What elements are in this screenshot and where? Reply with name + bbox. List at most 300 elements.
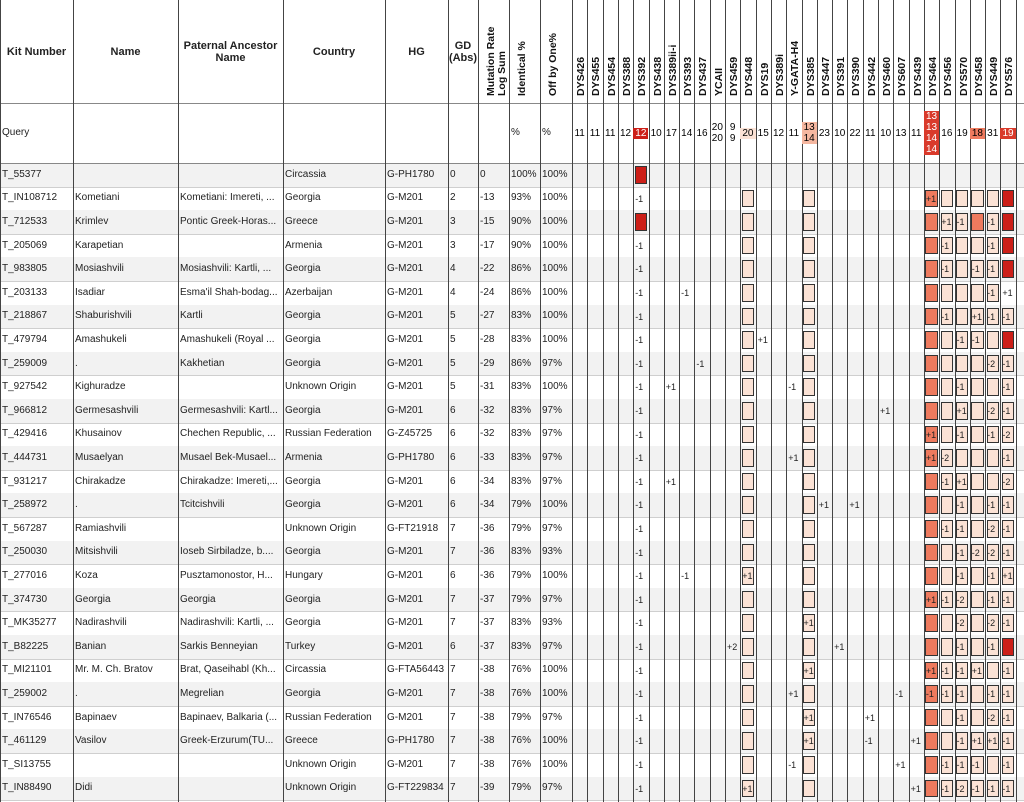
marker-difference: -1 xyxy=(941,240,950,251)
country-cell: Greece xyxy=(285,215,318,227)
marker-difference: +1 xyxy=(971,311,983,322)
gd-cell: 7 xyxy=(450,522,456,534)
kit-number-cell[interactable]: T_258972 xyxy=(2,499,48,511)
mut-cell: -13 xyxy=(480,192,495,204)
ancestor-cell: Tcitcishvili xyxy=(180,499,225,511)
column-divider xyxy=(771,0,772,802)
hg-cell: G-M201 xyxy=(387,239,424,251)
column-divider xyxy=(847,0,848,802)
ancestor-cell xyxy=(178,517,283,541)
marker-difference: -1 xyxy=(956,524,965,534)
off-cell: 100% xyxy=(542,758,568,770)
mut-cell: -36 xyxy=(480,522,495,534)
marker-difference: -2 xyxy=(987,524,996,534)
marker-highlight xyxy=(971,638,983,656)
hg-cell: G-FT229834 xyxy=(387,782,444,794)
country-cell: Azerbaijan xyxy=(285,286,333,298)
kit-number-cell[interactable]: T_983805 xyxy=(2,263,48,275)
marker-highlight xyxy=(742,756,754,774)
header-marker-dys459[interactable]: DYS459 xyxy=(728,56,740,96)
marker-difference: -1 xyxy=(635,571,644,582)
marker-highlight xyxy=(956,449,968,467)
name-cell: Amashukeli xyxy=(75,333,127,345)
header-marker-dys385[interactable]: DYS385 xyxy=(804,56,817,96)
name-cell: Chirakadze xyxy=(75,475,126,487)
hg-cell: G-M201 xyxy=(387,593,424,605)
country-cell: Georgia xyxy=(285,263,321,275)
marker-highlight xyxy=(742,402,754,420)
kit-number-cell[interactable]: T_B82225 xyxy=(2,640,49,652)
country-cell: Georgia xyxy=(285,593,321,605)
marker-highlight xyxy=(956,308,968,326)
marker-highlight xyxy=(971,473,983,491)
marker-difference: -2 xyxy=(987,712,996,723)
marker-highlight xyxy=(925,308,937,326)
mut-cell: -24 xyxy=(480,286,495,298)
ident-cell: 83% xyxy=(511,475,532,487)
column-divider xyxy=(725,0,726,802)
header-kit-number[interactable]: Kit Number xyxy=(6,45,67,58)
marker-highlight xyxy=(971,402,983,420)
header-marker-dys388[interactable]: DYS388 xyxy=(620,56,633,96)
marker-highlight xyxy=(925,567,937,585)
ident-cell: 79% xyxy=(511,711,532,723)
kit-number-cell[interactable]: T_374730 xyxy=(2,593,48,605)
off-cell: 100% xyxy=(542,333,568,345)
country-cell: Circassia xyxy=(285,168,327,180)
gd-cell: 7 xyxy=(450,735,456,747)
marker-highlight xyxy=(941,284,953,302)
mut-cell: 0 xyxy=(480,168,486,180)
marker-highlight xyxy=(742,496,754,514)
country-cell: Georgia xyxy=(285,475,321,487)
marker-highlight xyxy=(803,331,815,349)
header-marker-dys449[interactable]: DYS449 xyxy=(988,56,1001,96)
marker-difference: +1 xyxy=(742,783,753,794)
marker-difference: -1 xyxy=(987,642,996,652)
kit-number-cell[interactable]: T_55377 xyxy=(2,168,42,180)
kit-number-cell[interactable]: T_MK35277 xyxy=(2,617,57,629)
ancestor-cell: Chechen Republic, ... xyxy=(180,428,276,440)
marker-difference: -1 xyxy=(635,382,644,393)
marker-difference: -1 xyxy=(987,311,996,322)
header-marker-dys447[interactable]: DYS447 xyxy=(819,56,832,96)
marker-difference: -2 xyxy=(987,406,996,416)
header-marker-dys389i[interactable]: DYS389i xyxy=(773,53,786,96)
column-divider xyxy=(572,0,573,802)
header-marker-dys464[interactable]: DYS464 xyxy=(926,56,939,96)
country-cell: Greece xyxy=(285,735,318,747)
marker-highlight xyxy=(925,284,937,302)
off-cell: 100% xyxy=(542,263,568,275)
marker-highlight xyxy=(971,709,983,727)
mut-cell: -37 xyxy=(480,617,495,629)
marker-difference: +1 xyxy=(834,642,845,652)
header-country[interactable]: Country xyxy=(312,45,356,58)
marker-highlight xyxy=(956,355,968,373)
marker-highlight xyxy=(803,355,815,373)
off-cell: 97% xyxy=(542,451,563,463)
marker-difference: -1 xyxy=(635,783,644,794)
header-hg[interactable]: HG xyxy=(408,45,425,58)
marker-highlight xyxy=(925,544,937,562)
query-marker-value: 17 xyxy=(665,127,677,139)
query-marker-value: 13 xyxy=(895,127,907,139)
marker-highlight xyxy=(971,591,983,609)
marker-highlight xyxy=(742,190,754,208)
query-marker-value: 11 xyxy=(574,127,585,139)
header-marker-dys393[interactable]: DYS393 xyxy=(682,56,695,96)
off-cell: 100% xyxy=(542,168,568,180)
marker-highlight xyxy=(742,378,754,396)
marker-highlight xyxy=(742,284,754,302)
marker-difference: -1 xyxy=(987,288,996,298)
kit-number-cell[interactable]: T_259002 xyxy=(2,687,48,699)
marker-difference: -1 xyxy=(681,288,690,298)
marker-difference: -1 xyxy=(788,760,797,770)
marker-highlight xyxy=(803,284,815,302)
marker-difference: +1 xyxy=(987,736,998,747)
ident-cell: 83% xyxy=(511,640,532,652)
column-divider xyxy=(633,0,634,802)
header-marker-dys442[interactable]: DYS442 xyxy=(865,56,878,96)
marker-difference: -1 xyxy=(956,712,965,723)
marker-highlight xyxy=(803,544,815,562)
marker-difference: -1 xyxy=(956,500,965,511)
off-cell: 97% xyxy=(542,357,563,369)
marker-difference: -1 xyxy=(635,476,644,487)
name-cell: Georgia xyxy=(75,593,111,605)
marker-difference: -1 xyxy=(635,547,644,558)
header-marker-dys576[interactable]: DYS576 xyxy=(1003,56,1016,96)
query-marker-value: 23 xyxy=(818,127,830,139)
name-cell: Bapinaev xyxy=(75,711,117,723)
marker-highlight xyxy=(803,190,815,208)
column-divider xyxy=(649,0,650,802)
column-divider xyxy=(970,0,971,802)
ancestor-cell xyxy=(178,777,283,801)
mut-cell: -31 xyxy=(480,381,495,393)
kit-number-cell[interactable]: T_218867 xyxy=(2,310,48,322)
kit-number-cell[interactable]: T_966812 xyxy=(2,404,48,416)
off-cell: 97% xyxy=(542,782,563,794)
ancestor-cell: Chirakadze: Imereti,... xyxy=(180,475,278,487)
kit-number-cell[interactable]: T_567287 xyxy=(2,522,48,534)
marker-difference: -1 xyxy=(1002,382,1011,393)
mut-cell: -33 xyxy=(480,451,495,463)
header-marker-dys389ii-i[interactable]: DYS389ii-i xyxy=(666,44,679,96)
kit-number-cell[interactable]: T_IN88490 xyxy=(2,782,52,794)
marker-difference: +1 xyxy=(880,406,891,416)
marker-difference: -1 xyxy=(635,500,644,511)
mut-cell: -34 xyxy=(480,499,495,511)
kit-number-cell[interactable]: T_461129 xyxy=(2,735,47,747)
marker-highlight xyxy=(925,331,937,349)
marker-difference: -1 xyxy=(987,783,996,794)
marker-highlight xyxy=(742,449,754,467)
marker-difference: -1 xyxy=(987,240,996,251)
name-cell: Karapetian xyxy=(75,239,124,251)
header-gd-abs[interactable]: GD (Abs) xyxy=(448,39,478,64)
mut-cell: -15 xyxy=(480,215,495,227)
header-off-by-one[interactable]: Off by One% xyxy=(547,32,559,96)
ident-cell: 93% xyxy=(511,192,532,204)
header-marker-dys454[interactable]: DYS454 xyxy=(605,56,618,96)
kit-number-cell[interactable]: T_205069 xyxy=(2,239,48,251)
country-cell: Unknown Origin xyxy=(285,782,357,794)
marker-highlight xyxy=(956,284,968,302)
ident-cell: 86% xyxy=(511,286,532,298)
query-marker-value: 11 xyxy=(589,127,601,139)
marker-difference: -1 xyxy=(987,217,996,228)
query-marker-value: 16 xyxy=(941,127,953,139)
mut-cell: -36 xyxy=(480,569,495,581)
marker-difference: -1 xyxy=(635,618,644,629)
marker-difference: -1 xyxy=(788,382,797,393)
marker-highlight xyxy=(742,709,754,727)
marker-difference: -1 xyxy=(941,665,950,676)
marker-highlight xyxy=(742,237,754,255)
marker-difference: -1 xyxy=(956,382,965,393)
mut-cell: -34 xyxy=(480,475,495,487)
marker-highlight xyxy=(803,308,815,326)
marker-difference: -1 xyxy=(971,335,980,346)
marker-highlight xyxy=(925,213,937,231)
header-marker-dys460[interactable]: DYS460 xyxy=(881,56,893,96)
kit-number-cell[interactable]: T_203133 xyxy=(2,286,48,298)
ancestor-cell: Kakhetian xyxy=(180,357,225,369)
marker-difference: -2 xyxy=(956,594,965,605)
gd-cell: 7 xyxy=(450,687,456,699)
marker-highlight xyxy=(803,780,815,798)
header-paternal-ancestor[interactable]: Paternal Ancestor Name xyxy=(183,39,278,64)
mut-cell: -22 xyxy=(480,263,495,275)
ident-cell: 76% xyxy=(511,758,532,770)
header-mutation-rate[interactable]: Mutation Rate Log Sum xyxy=(485,26,508,96)
header-marker-dys456[interactable]: DYS456 xyxy=(942,56,955,96)
gd-cell: 0 xyxy=(450,168,456,180)
name-cell: Ramiashvili xyxy=(75,522,127,534)
hg-cell: G-M201 xyxy=(387,286,424,298)
gd-cell: 4 xyxy=(450,263,456,275)
off-cell: 100% xyxy=(542,569,568,581)
off-cell: 97% xyxy=(542,428,563,440)
name-cell: . xyxy=(75,687,78,699)
query-off-by-one: % xyxy=(542,127,551,138)
header-name[interactable]: Name xyxy=(110,45,141,58)
off-cell: 100% xyxy=(542,215,568,227)
header-marker-dys439[interactable]: DYS439 xyxy=(911,56,924,96)
marker-highlight xyxy=(742,732,754,750)
marker-difference: +1 xyxy=(895,760,906,770)
gd-cell: 3 xyxy=(450,239,456,251)
marker-difference: -1 xyxy=(635,594,644,605)
marker-highlight xyxy=(635,166,647,184)
header-marker-dys19[interactable]: DYS19 xyxy=(758,62,771,96)
ancestor-cell: Esma'il Shah-bodag... xyxy=(180,286,278,298)
marker-highlight xyxy=(742,426,754,444)
name-cell: . xyxy=(75,357,78,369)
kit-number-cell[interactable]: T_IN108712 xyxy=(2,192,58,204)
ident-cell: 83% xyxy=(511,617,532,629)
gd-cell: 6 xyxy=(450,404,456,416)
hg-cell: G-PH1780 xyxy=(387,168,435,180)
marker-difference: -1 xyxy=(971,783,980,794)
marker-highlight xyxy=(1002,331,1014,349)
country-cell: Georgia xyxy=(285,499,321,511)
kit-number-cell[interactable]: T_259009 xyxy=(2,357,48,369)
gd-cell: 7 xyxy=(450,664,456,676)
marker-difference: +1 xyxy=(742,571,753,582)
kit-number-cell[interactable]: T_479794 xyxy=(2,333,48,345)
header-marker-dys390[interactable]: DYS390 xyxy=(850,56,863,96)
marker-highlight xyxy=(742,331,754,349)
hg-cell: G-M201 xyxy=(387,617,424,629)
marker-highlight xyxy=(1002,237,1014,255)
marker-difference: -1 xyxy=(941,760,950,770)
kit-number-cell[interactable]: T_712533 xyxy=(2,215,48,227)
marker-difference: -1 xyxy=(635,288,644,298)
marker-difference: -1 xyxy=(987,571,996,582)
header-marker-dys438[interactable]: DYS438 xyxy=(651,56,664,96)
header-marker-dys455[interactable]: DYS455 xyxy=(590,56,603,96)
query-marker-value: 15 xyxy=(757,127,769,139)
query-marker-value: 11 xyxy=(605,127,616,139)
header-marker-dys392[interactable]: DYS392 xyxy=(636,56,649,96)
name-cell: Mosiashvili xyxy=(75,263,124,275)
country-cell: Georgia xyxy=(285,687,321,699)
country-cell: Turkey xyxy=(285,640,316,652)
mut-cell: -38 xyxy=(480,687,495,699)
kit-number-cell[interactable]: T_IN76546 xyxy=(2,711,52,723)
gd-cell: 7 xyxy=(450,711,456,723)
marker-difference: -1 xyxy=(1002,712,1011,723)
marker-highlight xyxy=(925,496,937,514)
marker-highlight xyxy=(956,237,968,255)
marker-highlight xyxy=(803,496,815,514)
marker-difference: +1 xyxy=(803,736,814,747)
marker-difference: -1 xyxy=(987,500,996,511)
gd-cell: 7 xyxy=(450,782,456,794)
country-cell: Georgia xyxy=(285,333,321,345)
marker-difference: -1 xyxy=(635,453,644,464)
marker-highlight xyxy=(1002,260,1014,278)
marker-highlight xyxy=(803,237,815,255)
kit-number-cell[interactable]: T_MI21101 xyxy=(2,664,52,676)
marker-difference: -1 xyxy=(1002,311,1011,322)
ancestor-cell: Ioseb Sirbiladze, b.... xyxy=(180,546,274,558)
marker-highlight xyxy=(971,237,983,255)
header-marker-dys570[interactable]: DYS570 xyxy=(957,56,970,96)
gd-cell: 6 xyxy=(450,451,456,463)
country-cell: Unknown Origin xyxy=(285,522,357,534)
gd-cell: 6 xyxy=(450,640,456,652)
query-marker-value: 14 xyxy=(681,127,693,139)
header-identical[interactable]: Identical % xyxy=(516,41,528,96)
marker-difference: -1 xyxy=(956,665,965,676)
marker-difference: -1 xyxy=(1002,783,1011,794)
name-cell: Nadirashvili xyxy=(75,617,127,629)
marker-difference: -1 xyxy=(987,594,996,605)
marker-difference: +1 xyxy=(803,618,814,629)
marker-difference: -1 xyxy=(895,689,904,700)
ident-cell: 86% xyxy=(511,357,532,369)
header-marker-dys448[interactable]: DYS448 xyxy=(743,56,756,96)
name-cell: Kometiani xyxy=(75,192,120,204)
marker-difference: -1 xyxy=(681,571,690,582)
kit-number-cell[interactable]: T_927542 xyxy=(2,381,48,393)
ident-cell: 83% xyxy=(511,381,532,393)
kit-number-cell[interactable]: T_444731 xyxy=(2,451,48,463)
hg-cell: G-FT21918 xyxy=(387,522,439,534)
query-marker-value: 11 xyxy=(911,127,922,139)
marker-highlight xyxy=(742,662,754,680)
query-marker-value: 19 xyxy=(1000,128,1015,139)
query-marker-value: 12 xyxy=(633,128,648,139)
column-divider xyxy=(710,0,711,802)
name-cell: Koza xyxy=(75,569,98,581)
off-cell: 100% xyxy=(542,286,568,298)
query-marker-value: 11 xyxy=(865,127,876,139)
marker-highlight xyxy=(987,473,999,491)
marker-difference: -2 xyxy=(941,453,950,464)
gd-cell: 5 xyxy=(450,310,456,322)
marker-difference: -1 xyxy=(1002,689,1011,700)
ident-cell: 86% xyxy=(511,263,532,275)
marker-difference: -1 xyxy=(635,335,644,346)
header-marker-dys607[interactable]: DYS607 xyxy=(896,56,909,96)
kit-number-cell[interactable]: T_931217 xyxy=(2,475,48,487)
header-marker-dys458[interactable]: DYS458 xyxy=(972,56,985,96)
marker-highlight xyxy=(941,544,953,562)
kit-number-cell[interactable]: T_429416 xyxy=(2,428,48,440)
name-cell: Musaelyan xyxy=(75,451,124,463)
marker-highlight xyxy=(1002,190,1014,208)
query-marker-value: 10 xyxy=(650,127,662,139)
header-marker-dys426[interactable]: DYS426 xyxy=(575,56,587,96)
header-marker-ycaii[interactable]: YCAII xyxy=(712,67,725,96)
ident-cell: 83% xyxy=(511,546,532,558)
kit-number-cell[interactable]: T_277016 xyxy=(2,569,48,581)
ident-cell: 79% xyxy=(511,782,532,794)
query-marker-value: 13 14 xyxy=(802,122,817,144)
marker-difference: -1 xyxy=(635,358,644,369)
marker-highlight xyxy=(742,638,754,656)
header-marker-y-gata-h4[interactable]: Y-GATA-H4 xyxy=(789,40,802,96)
marker-highlight xyxy=(803,520,815,538)
mut-cell: -38 xyxy=(480,758,495,770)
ancestor-cell: Kometiani: Imereti, ... xyxy=(180,192,275,204)
ancestor-cell: Kartli xyxy=(180,310,203,322)
marker-highlight xyxy=(971,284,983,302)
marker-difference: -1 xyxy=(956,642,965,652)
header-marker-dys391[interactable]: DYS391 xyxy=(835,56,848,96)
kit-number-cell[interactable]: T_SI13755 xyxy=(2,758,51,770)
country-cell: Georgia xyxy=(285,617,321,629)
marker-highlight xyxy=(742,473,754,491)
mut-cell: -29 xyxy=(480,357,495,369)
header-marker-dys437[interactable]: DYS437 xyxy=(697,56,710,96)
marker-highlight xyxy=(925,520,937,538)
marker-difference: -1 xyxy=(971,264,980,275)
kit-number-cell[interactable]: T_250030 xyxy=(2,546,48,558)
marker-difference: -1 xyxy=(956,689,965,700)
column-divider xyxy=(832,0,833,802)
marker-highlight xyxy=(925,780,937,798)
marker-difference: +1 xyxy=(665,382,677,393)
name-cell: Mr. M. Ch. Bratov xyxy=(75,664,153,676)
gd-cell: 5 xyxy=(450,357,456,369)
